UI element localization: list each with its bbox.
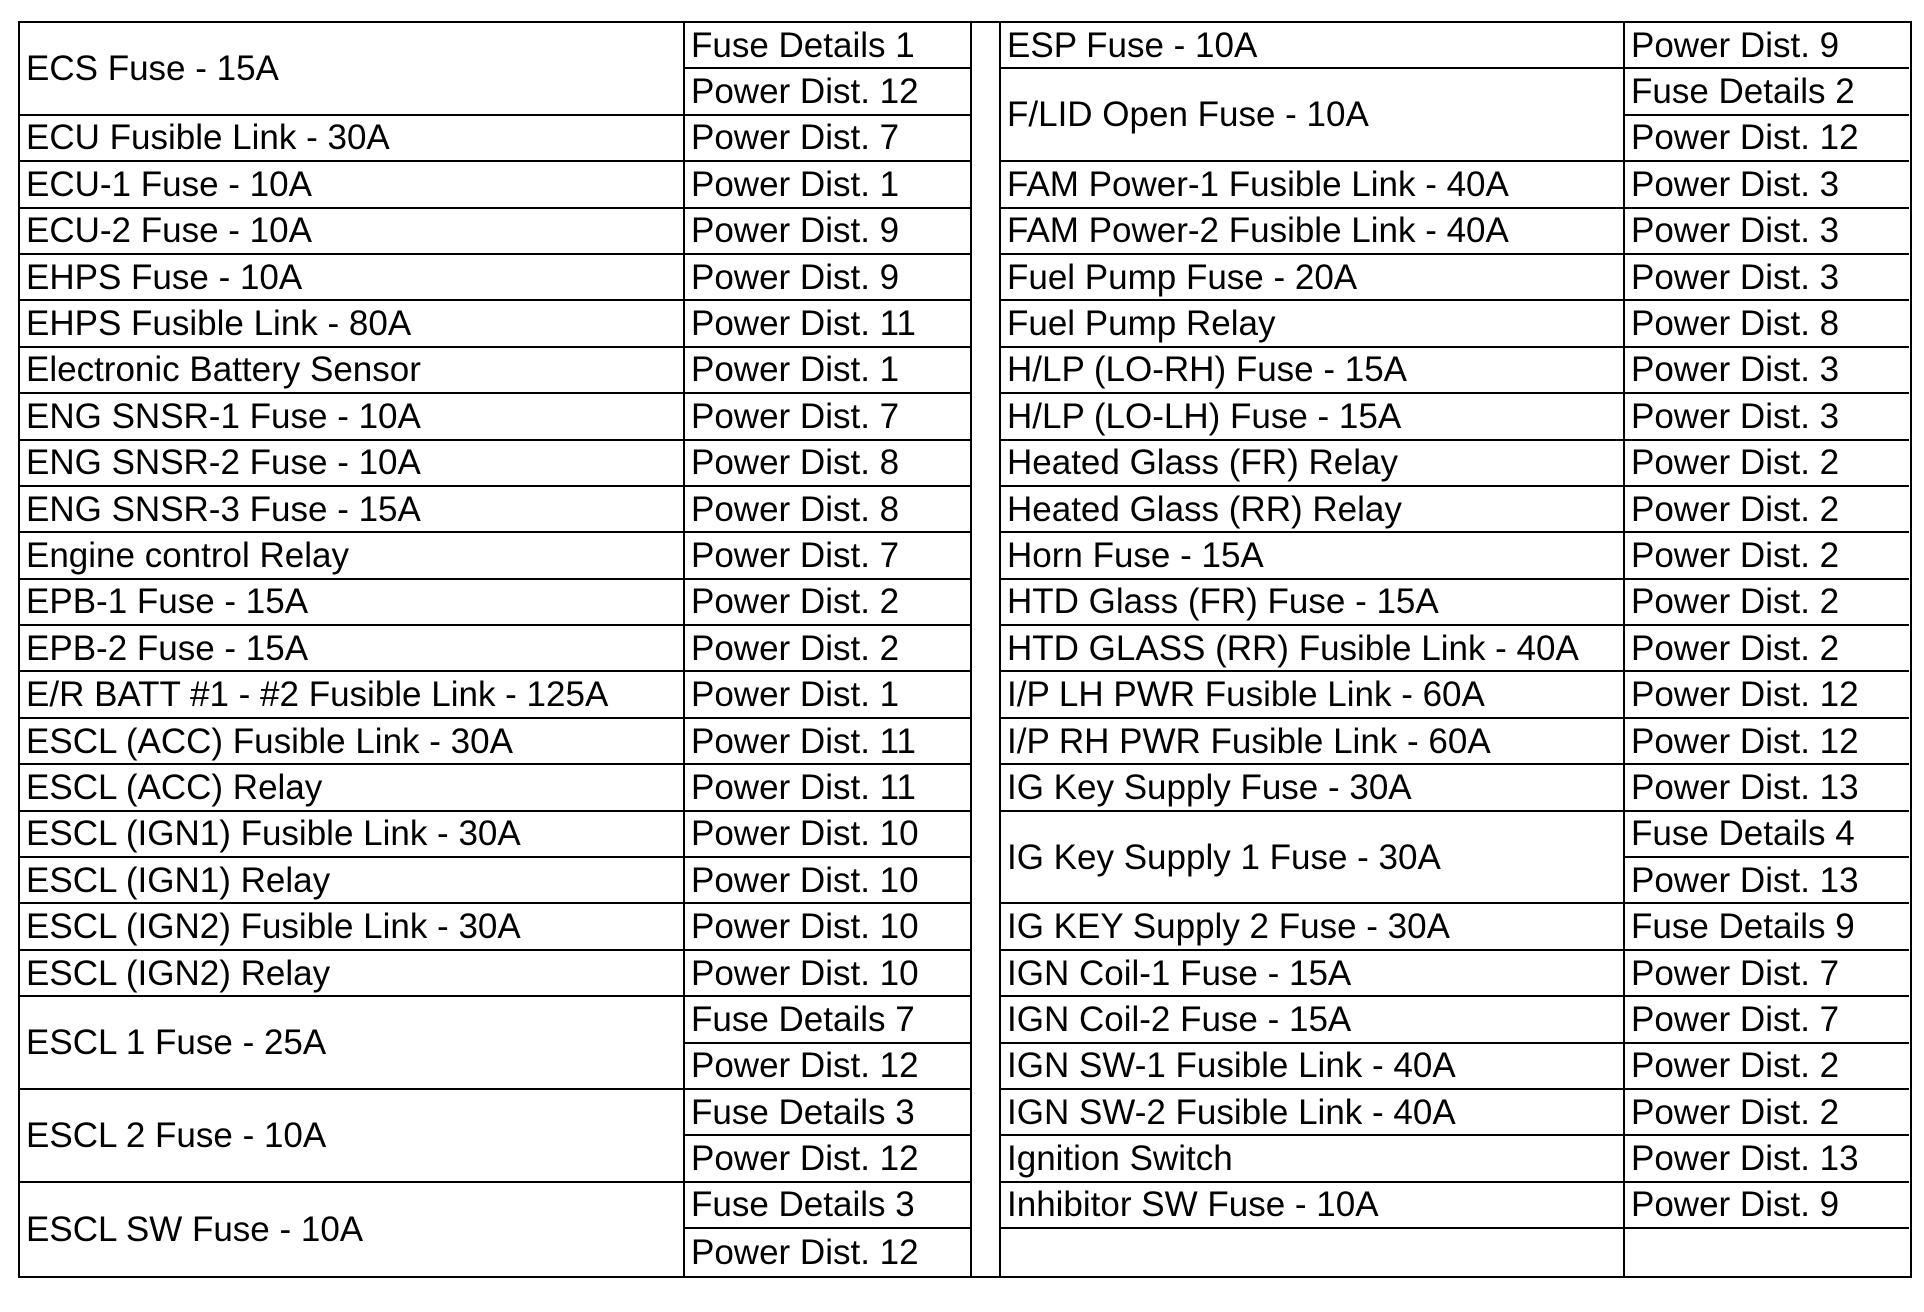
reference-cell: Power Dist. 11 [685, 719, 972, 765]
reference-cell: Fuse Details 1 [685, 23, 972, 69]
component-name: ESCL 2 Fuse - 10A [20, 1090, 685, 1183]
reference-cell: Power Dist. 2 [685, 626, 972, 672]
component-name: ENG SNSR-1 Fuse - 10A [20, 394, 685, 440]
reference-cell: Fuse Details 2 [1625, 69, 1909, 115]
reference-cell: Power Dist. 12 [1625, 672, 1909, 718]
component-name: ESP Fuse - 10A [1001, 23, 1625, 69]
component-name: E/R BATT #1 - #2 Fusible Link - 125A [20, 672, 685, 718]
component-name: IG KEY Supply 2 Fuse - 30A [1001, 904, 1625, 950]
reference-cell: Power Dist. 1 [685, 348, 972, 394]
component-name: Heated Glass (RR) Relay [1001, 487, 1625, 533]
reference-cell: Power Dist. 8 [1625, 301, 1909, 347]
reference-cell: Power Dist. 3 [1625, 162, 1909, 208]
reference-cell: Power Dist. 3 [1625, 209, 1909, 255]
reference-cell: Fuse Details 4 [1625, 812, 1909, 858]
reference-cell: Power Dist. 7 [685, 116, 972, 162]
component-name: Fuel Pump Fuse - 20A [1001, 255, 1625, 301]
component-name: H/LP (LO-RH) Fuse - 15A [1001, 348, 1625, 394]
reference-cell: Power Dist. 10 [685, 904, 972, 950]
reference-cell: Power Dist. 12 [685, 1136, 972, 1182]
reference-cell: Power Dist. 12 [685, 69, 972, 115]
column-gap [972, 23, 1001, 1276]
component-name: ESCL (IGN2) Fusible Link - 30A [20, 904, 685, 950]
component-index-table [18, 21, 1912, 1278]
component-name: ECU-1 Fuse - 10A [20, 162, 685, 208]
reference-cell: Power Dist. 12 [1625, 719, 1909, 765]
component-name: ECU-2 Fuse - 10A [20, 209, 685, 255]
reference-cell: Power Dist. 9 [685, 255, 972, 301]
component-name: ESCL (ACC) Fusible Link - 30A [20, 719, 685, 765]
reference-cell: Fuse Details 9 [1625, 904, 1909, 950]
reference-cell: Power Dist. 13 [1625, 858, 1909, 904]
component-name [1001, 1229, 1625, 1275]
component-name: IGN Coil-1 Fuse - 15A [1001, 951, 1625, 997]
reference-cell: Power Dist. 2 [1625, 533, 1909, 579]
component-name: IGN Coil-2 Fuse - 15A [1001, 997, 1625, 1043]
component-name: I/P LH PWR Fusible Link - 60A [1001, 672, 1625, 718]
reference-cell: Power Dist. 12 [685, 1044, 972, 1090]
component-name: Horn Fuse - 15A [1001, 533, 1625, 579]
component-name: ESCL (IGN2) Relay [20, 951, 685, 997]
component-name: IG Key Supply 1 Fuse - 30A [1001, 812, 1625, 905]
reference-cell: Power Dist. 10 [685, 951, 972, 997]
reference-cell: Power Dist. 1 [685, 672, 972, 718]
reference-cell: Power Dist. 2 [685, 580, 972, 626]
reference-cell: Power Dist. 3 [1625, 348, 1909, 394]
reference-cell: Power Dist. 2 [1625, 1044, 1909, 1090]
reference-cell: Power Dist. 9 [1625, 23, 1909, 69]
reference-cell: Power Dist. 11 [685, 765, 972, 811]
component-name: ECU Fusible Link - 30A [20, 116, 685, 162]
reference-cell: Power Dist. 9 [685, 209, 972, 255]
component-name: Inhibitor SW Fuse - 10A [1001, 1183, 1625, 1229]
component-name: IG Key Supply Fuse - 30A [1001, 765, 1625, 811]
reference-cell: Power Dist. 3 [1625, 255, 1909, 301]
component-name: ESCL (IGN1) Relay [20, 858, 685, 904]
reference-cell: Power Dist. 2 [1625, 441, 1909, 487]
component-name: EPB-2 Fuse - 15A [20, 626, 685, 672]
reference-cell: Power Dist. 12 [685, 1229, 972, 1275]
reference-cell: Fuse Details 7 [685, 997, 972, 1043]
reference-cell: Power Dist. 11 [685, 301, 972, 347]
component-name: IGN SW-2 Fusible Link - 40A [1001, 1090, 1625, 1136]
component-name: ENG SNSR-3 Fuse - 15A [20, 487, 685, 533]
component-name: ESCL SW Fuse - 10A [20, 1183, 685, 1276]
component-name: ECS Fuse - 15A [20, 23, 685, 116]
component-name: HTD GLASS (RR) Fusible Link - 40A [1001, 626, 1625, 672]
component-name: F/LID Open Fuse - 10A [1001, 69, 1625, 162]
component-name: Ignition Switch [1001, 1136, 1625, 1182]
reference-cell: Power Dist. 7 [1625, 997, 1909, 1043]
reference-cell: Power Dist. 2 [1625, 1090, 1909, 1136]
component-name: ENG SNSR-2 Fuse - 10A [20, 441, 685, 487]
component-name: HTD Glass (FR) Fuse - 15A [1001, 580, 1625, 626]
reference-cell: Power Dist. 13 [1625, 765, 1909, 811]
component-name: I/P RH PWR Fusible Link - 60A [1001, 719, 1625, 765]
component-name: Electronic Battery Sensor [20, 348, 685, 394]
reference-cell: Power Dist. 7 [685, 533, 972, 579]
reference-cell [1625, 1229, 1909, 1275]
reference-cell: Power Dist. 8 [685, 441, 972, 487]
reference-cell: Fuse Details 3 [685, 1090, 972, 1136]
reference-cell: Power Dist. 10 [685, 858, 972, 904]
component-name: IGN SW-1 Fusible Link - 40A [1001, 1044, 1625, 1090]
component-name: H/LP (LO-LH) Fuse - 15A [1001, 394, 1625, 440]
reference-cell: Power Dist. 2 [1625, 487, 1909, 533]
component-name: ESCL (ACC) Relay [20, 765, 685, 811]
component-name: ESCL 1 Fuse - 25A [20, 997, 685, 1090]
component-name: ESCL (IGN1) Fusible Link - 30A [20, 812, 685, 858]
component-name: Fuel Pump Relay [1001, 301, 1625, 347]
reference-cell: Power Dist. 2 [1625, 580, 1909, 626]
component-name: FAM Power-2 Fusible Link - 40A [1001, 209, 1625, 255]
component-name: EHPS Fuse - 10A [20, 255, 685, 301]
reference-cell: Power Dist. 13 [1625, 1136, 1909, 1182]
reference-cell: Power Dist. 9 [1625, 1183, 1909, 1229]
component-name: Engine control Relay [20, 533, 685, 579]
reference-cell: Fuse Details 3 [685, 1183, 972, 1229]
component-name: EHPS Fusible Link - 80A [20, 301, 685, 347]
reference-cell: Power Dist. 12 [1625, 116, 1909, 162]
component-name: EPB-1 Fuse - 15A [20, 580, 685, 626]
reference-cell: Power Dist. 7 [1625, 951, 1909, 997]
reference-cell: Power Dist. 7 [685, 394, 972, 440]
reference-cell: Power Dist. 3 [1625, 394, 1909, 440]
reference-cell: Power Dist. 8 [685, 487, 972, 533]
reference-cell: Power Dist. 10 [685, 812, 972, 858]
component-name: FAM Power-1 Fusible Link - 40A [1001, 162, 1625, 208]
reference-cell: Power Dist. 1 [685, 162, 972, 208]
component-name: Heated Glass (FR) Relay [1001, 441, 1625, 487]
reference-cell: Power Dist. 2 [1625, 626, 1909, 672]
